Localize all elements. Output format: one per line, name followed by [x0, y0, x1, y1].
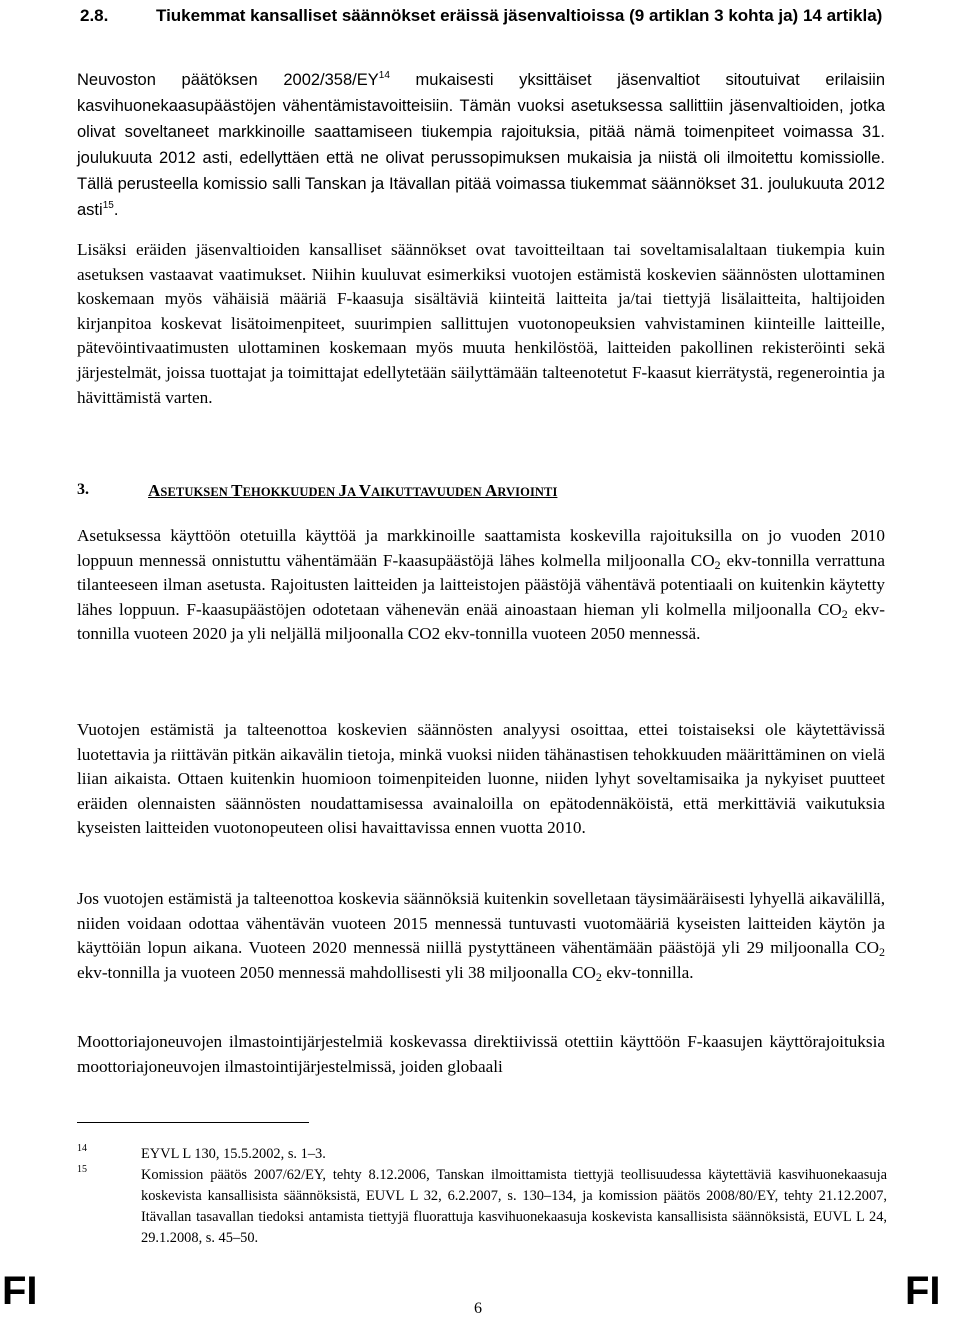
paragraph-3: Asetuksessa käyttöön otetuilla käyttöä ja markkinoille saattamista koskevilla rajoituksilla on jo vuoden 2010 loppuun mennessä onnistuttu vähentämään F-kaasupäästöjä lähes kolmella miljoonalla $CO_2$ ekv-tonnilla verrattuna tilanteeseen ilman asetusta. Rajoitusten laitteiden ja laitteistojen päästöjä vähentävä potentiaali on kuitenkin käytetty lähes loppuun. F-kaasupäästöjen odotetaan vähenevän enää ainoastaan hieman yli kolmella miljoonalla $CO_2$ ekv-tonnilla vuoteen 2020 ja yli neljällä miljoonalla CO2 ekv-tonnilla vuoteen 2050 mennessä.: [77, 526, 885, 644]
footer-language-left: FI: [2, 1269, 38, 1313]
footnote-ref-14[interactable]: 14: [378, 70, 390, 81]
paragraph-5: Jos vuotojen estämistä ja talteenottoa koskevia säännöksiä kuitenkin sovelletaan täysimääräisesti lyhyellä aikavälillä, niiden voidaan odottaa vähentävän vuoteen 2015 mennessä tuntuvasti vuotomääriä kyseisten laitteiden käytön ja käyttöiän lopun aikana. Vuoteen 2020 mennessä niillä pystyttäneen vähentämään päästöjä yli 29 miljoonalla $CO_2$ ekv-tonnilla ja vuoteen 2050 mennessä mahdollisesti yli 38 miljoonalla $CO_2$ ekv-tonnilla.: [77, 889, 885, 984]
section-title: Tiukemmat kansalliset säännökset eräissä jäsenvaltioissa (9 artiklan 3 kohta ja) 14 artikla): [156, 6, 883, 25]
paragraph-1: Neuvoston päätöksen 2002/358/EY$^{14}$ mukaisesti yksittäiset jäsenvaltiot sitoutuivat erilaisiin kasvihuonekaasupäästöjen vähentämistavoitteisiin. Tämän vuoksi asetuksessa sallittiin jäsenvaltioiden, jotka olivat soveltaneet markkinoille saattamiseen tiukempia rajoituksia, pitää nämä toimenpiteet voimassa 31. joulukuuta 2012 asti, edellyttäen että ne olivat perussopimuksen mukaisia ja niistä oli ilmoitettu komissiolle. Tällä perusteella komissio salli Tanskan ja Itävallan pitää voimassa tiukemmat säännökset 31. joulukuuta 2012 asti$^{15}$.: [77, 70, 885, 219]
section-title: ASETUKSEN TEHOKKUUDEN JA VAIKUTTAVUUDEN ARVIOINTI: [148, 481, 558, 500]
paragraph-2: Lisäksi eräiden jäsenvaltioiden kansalliset säännökset ovat tavoitteiltaan tai soveltamisalaltaan tiukempia kuin asetuksen vastaavat vaatimukset. Niihin kuuluvat esimerkiksi vuotojen estämistä koskevien säännösten ulottaminen koskemaan myös vähäisiä määriä F-kaasuja sisältäviä kiinteitä laitteita ja/tai tiettyjä lisälaitteita, haltijoiden kirjanpitoa koskevat lisätoimenpiteet, suurimpien sallittujen vuotonopeuksien vahvistaminen kiinteille laitteille, pätevöintivaatimusten ulottaminen koskemaan myös muuta henkilöstöä, laitteiden pakollinen rekisteröinti sekä järjestelmät, joissa tuottajat ja toimittajat edellytetään säilyttämään talteenotetut F-kaasut kierrätystä, regenerointia ja hävittämistä varten.: [77, 240, 885, 407]
section-number: 3.: [77, 481, 89, 498]
section-number: 2.8.: [80, 6, 109, 25]
footnote-ref-15[interactable]: 15: [102, 200, 114, 211]
footer-language-right: FI: [905, 1269, 941, 1313]
paragraph-4: Vuotojen estämistä ja talteenottoa koskevien säännösten analyysi osoittaa, ettei toistaiseksi ole käytettävissä luotettavia ja riittävän pitkän aikavälin tietoja, minkä vuoksi niiden tähänastisen tehokkuuden määrittäminen on vielä liian aikaista. Ottaen kuitenkin huomioon toimenpiteiden luonne, niiden lyhyt soveltamisaika ja nykyiset puutteet eräiden olennaisten säännösten noudattamisessa avainaloilla on epätodennäköistä, että merkittäviä vaikutuksia kyseisten laitteiden vuotonopeuteen olisi havaittavissa ennen vuotta 2010.: [77, 720, 885, 838]
footnote-number: 14: [77, 1143, 87, 1154]
page-number: 6: [474, 1300, 482, 1317]
paragraph-6: Moottoriajoneuvojen ilmastointijärjestelmiä koskevassa direktiivissä otettiin käyttöön F-kaasujen käyttörajoituksia moottoriajoneuvojen ilmastointijärjestelmissä, joiden globaali: [77, 1032, 885, 1076]
footnote-divider: [77, 1122, 309, 1123]
footnote-number: 15: [77, 1164, 87, 1175]
footnote-text: Komission päätös 2007/62/EY, tehty 8.12.2006, Tanskan ilmoittamista tiettyjä teollisuudessa käytettäviä kasvihuonekaasuja koskevista kansallisista säännöksistä, EUVL L 32, 6.2.2007, s. 130–134, ja komission päätös 2008/80/EY, tehty 21.12.2007, Itävallan tasavallan tiedoksi antamista tiettyjä fluorattuja kasvihuonekaasuja koskevista kansallisista säännöksistä, EUVL L 24, 29.1.2008, s. 45–50.: [141, 1167, 887, 1246]
footnote-text: EYVL L 130, 15.5.2002, s. 1–3.: [141, 1146, 326, 1162]
